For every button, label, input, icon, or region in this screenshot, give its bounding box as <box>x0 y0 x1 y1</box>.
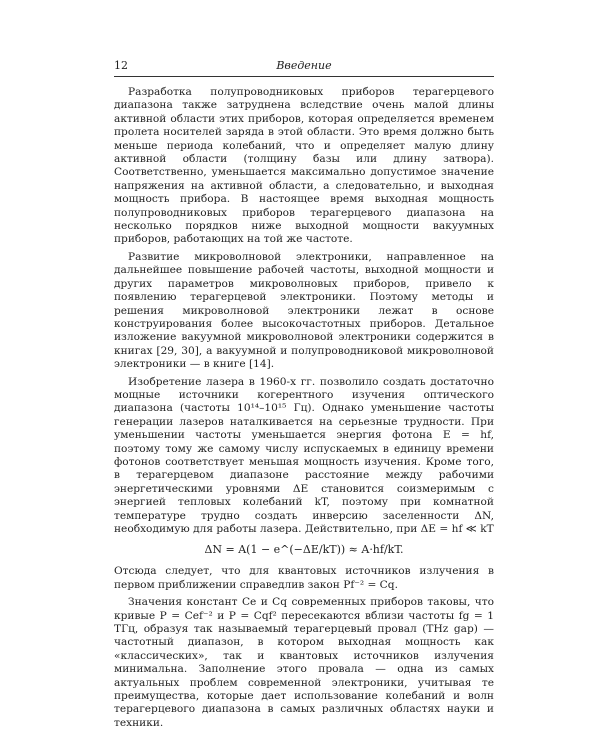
body-text <box>114 86 494 734</box>
paragraph-1: Разработка полупроводниковых приборов терагерцевого диапазона также затруднена вследствие очень малой длины активной области этих приборов, которая определяется временем пролета носителей заряда в этой области. Это время должно быть меньше периода колебаний, что и определяет малую длину активной области (толщину базы или длину затвора). Соответственно, уменьшается максимально допустимое значение напряжения на активной области, а следовательно, и выходная мощность прибора. В настоящее время выходная мощность полупроводниковых приборов терагерцевого диапазона на несколько порядков ниже выходной мощности вакуумных приборов, работающих на той же частоте. <box>114 86 494 246</box>
formula: ΔN = A(1 − e^(−ΔE/kT)) ≈ A·hf/kT. <box>204 543 404 557</box>
running-title: Введение <box>276 59 332 72</box>
paragraph-3: Изобретение лазера в 1960-х гг. позволило создать достаточно мощные источники когерентного изучения оптического диапазона (частоты 10¹⁴–10¹⁵ Гц). Однако уменьшение частоты генерации лазеров наталкивается на серьезные трудности. При уменьшении частоты уменьшается энергия фотона E = hf, поэтому тому же самому числу испускаемых в единицу времени фотонов соответствует меньшая мощность изучения. Кроме того, в терагерцевом диапазоне расстояние между рабочими энергетическими уровнями ΔE становится соизмеримым с энергией тепловых колебаний kT, поэтому при комнатной температуре трудно создать инверсию заселенности ΔN, необходимую для работы лазера. Действительно, при ΔE = hf ≪ kT <box>114 375 494 535</box>
page-number: 12 <box>114 59 128 72</box>
paragraph-2: Развитие микроволновой электроники, направленное на дальнейшее повышение рабочей частоты, выходной мощности и других параметров микроволновых приборов, привело к появлению терагерцевой электроники. Поэтому методы и решения микроволновой электроники лежат в основе конструирования более высокочастотных приборов. Детальное изложение вакуумной микроволновой электроники содержится в книгах [29, 30], а вакуумной и полупроводниковой микроволновой электроники — в книге [14]. <box>114 250 494 371</box>
page-header <box>114 58 494 76</box>
header-rule <box>114 76 494 77</box>
paragraph-4: Отсюда следует, что для квантовых источников излучения в первом приближении справедлив закон Pf⁻² = Cq. <box>114 565 494 591</box>
paragraph-5: Значения констант Cе и Cq современных приборов таковы, что кривые P = Cеf⁻² и P = Cqf² пересекаются вблизи частоты fg = 1 ТГц, образуя так называемый терагерцевый провал (THz gap) — частотный диапазон, в котором выходная мощность как «классических», так и квантовых источников излучения минимальна. Заполнение этого провала — одна из самых актуальных проблем современной электроники, учитывая те преимущества, которые дает использование колебаний и волн терагерцевого диапазона в самых различных областях науки и техники. <box>114 596 494 729</box>
